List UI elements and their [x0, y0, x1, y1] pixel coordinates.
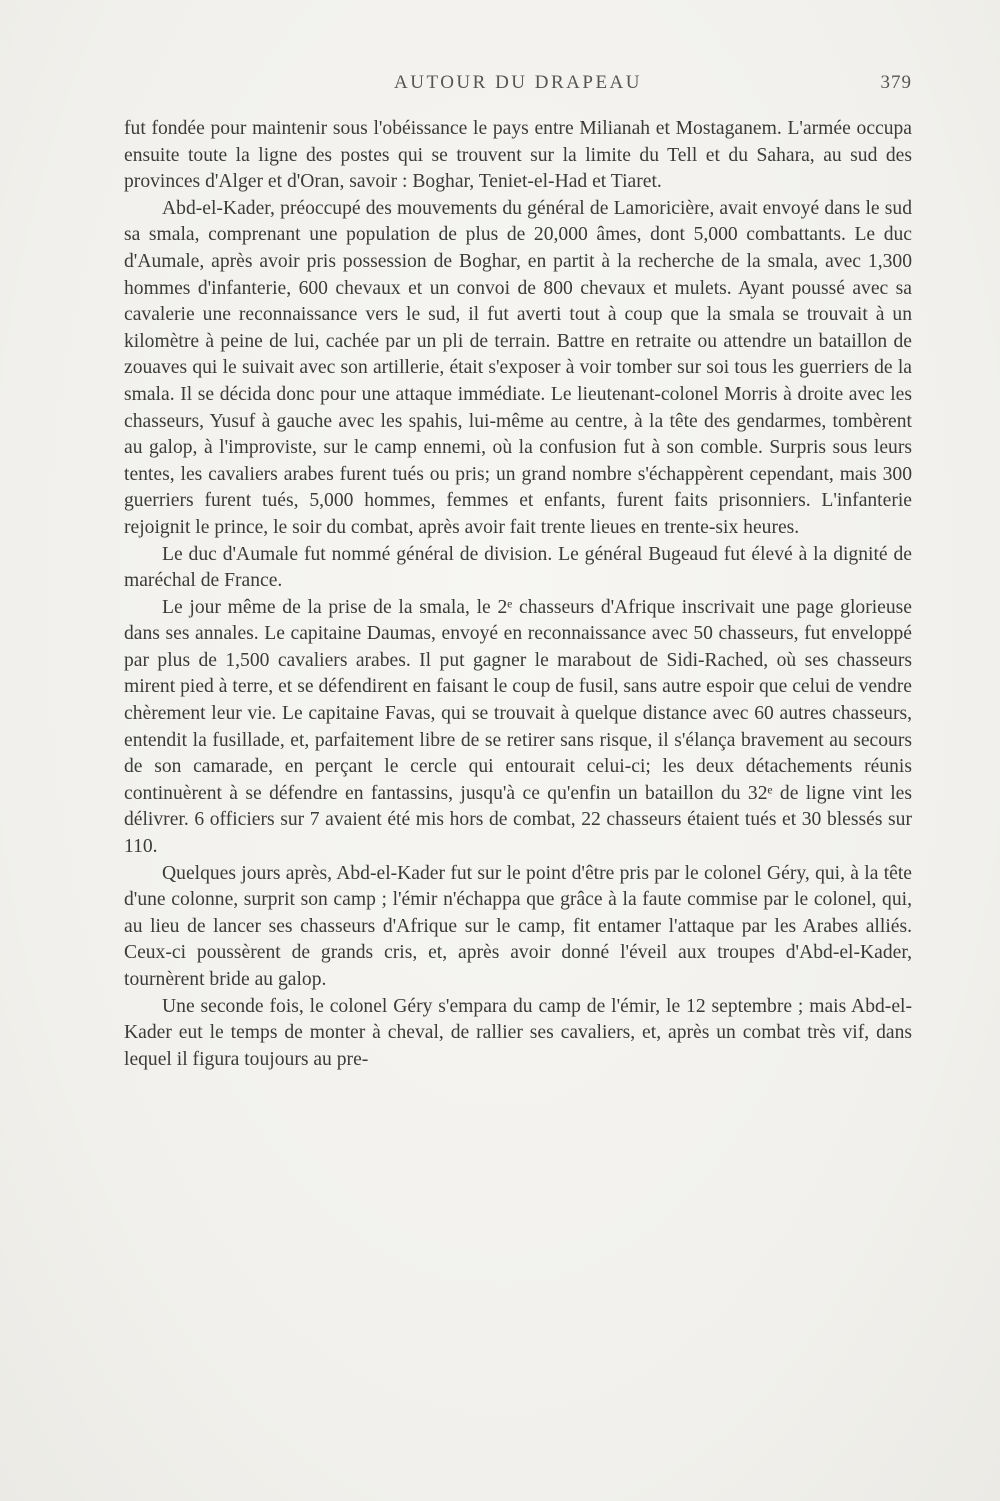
page-number: 379	[880, 72, 912, 93]
paragraph: Le duc d'Aumale fut nommé général de division. Le général Bugeaud fut élevé à la dignité de maréchal de France.	[124, 543, 912, 592]
body-text	[124, 116, 912, 1073]
running-title: AUTOUR DU DRAPEAU	[394, 72, 642, 93]
paragraph: Quelques jours après, Abd-el-Kader fut sur le point d'être pris par le colonel Géry, qui, à la tête d'une colonne, surprit son camp ; l'émir n'échappa que grâce à la faute commise par le colonel, qui, au lieu de lancer ses chasseurs d'Afrique sur le camp, fit entamer l'attaque par les Arabes alliés. Ceux-ci poussèrent de grands cris, et, après avoir donné l'éveil aux troupes d'Abd-el-Kader, tournèrent bride au galop.	[124, 862, 912, 990]
paragraph: Le jour même de la prise de la smala, le 2ᵉ chasseurs d'Afrique inscrivait une page glorieuse dans ses annales. Le capitaine Daumas, envoyé en reconnaissance avec 50 chasseurs, fut enveloppé par plus de 1,500 cavaliers arabes. Il put gagner le marabout de Sidi-Rached, où ses chasseurs mirent pied à terre, et se défendirent en faisant le coup de fusil, sans autre espoir que celui de vendre chèrement leur vie. Le capitaine Favas, qui se trouvait à quelque distance avec 60 autres chasseurs, entendit la fusillade, et, parfaitement libre de se retirer sans risque, il s'élança bravement au secours de son camarade, en perçant le cercle qui entourait celui-ci; les deux détachements réunis continuèrent à se défendre en fantassins, jusqu'à ce qu'enfin un bataillon du 32ᵉ de ligne vint les délivrer. 6 officiers sur 7 avaient été mis hors de combat, 22 chasseurs étaient tués et 30 blessés sur 110.	[124, 596, 912, 858]
paragraph: fut fondée pour maintenir sous l'obéissance le pays entre Milianah et Mostaganem. L'armée occupa ensuite toute la ligne des postes qui se trouvent sur la limite du Tell et du Sahara, au sud des provinces d'Alger et d'Oran, savoir : Boghar, Teniet-el-Had et Tiaret.	[124, 118, 912, 193]
running-head	[124, 72, 912, 100]
paragraph: Une seconde fois, le colonel Géry s'empara du camp de l'émir, le 12 septembre ; mais Abd-el-Kader eut le temps de monter à cheval, de rallier ses cavaliers, et, après un combat très vif, dans lequel il figura toujours au pre-	[124, 995, 912, 1070]
paragraph: Abd-el-Kader, préoccupé des mouvements du général de Lamoricière, avait envoyé dans le sud sa smala, comprenant une population de plus de 20,000 âmes, dont 5,000 combattants. Le duc d'Aumale, après avoir pris possession de Boghar, en partit à la recherche de la smala, avec 1,300 hommes d'infanterie, 600 chevaux et un convoi de 800 chevaux et mulets. Ayant poussé avec sa cavalerie une reconnaissance vers le sud, il fut averti tout à coup que la smala se trouvait à un kilomètre à peine de lui, cachée par un pli de terrain. Battre en retraite ou attendre un bataillon de zouaves qui le suivait avec son artillerie, était s'exposer à voir tomber sur soi tous les guerriers de la smala. Il se décida donc pour une attaque immédiate. Le lieutenant-colonel Morris à droite avec les chasseurs, Yusuf à gauche avec les spahis, lui-même au centre, à la tête des gendarmes, tombèrent au galop, à l'improviste, sur le camp ennemi, où la confusion fut à son comble. Surpris sous leurs tentes, les cavaliers arabes furent tués ou pris; un grand nombre s'échappèrent cependant, mais 300 guerriers furent tués, 5,000 hommes, femmes et enfants, furent faits prisonniers. L'infanterie rejoignit le prince, le soir du combat, après avoir fait trente lieues en trente-six heures.	[124, 197, 912, 538]
